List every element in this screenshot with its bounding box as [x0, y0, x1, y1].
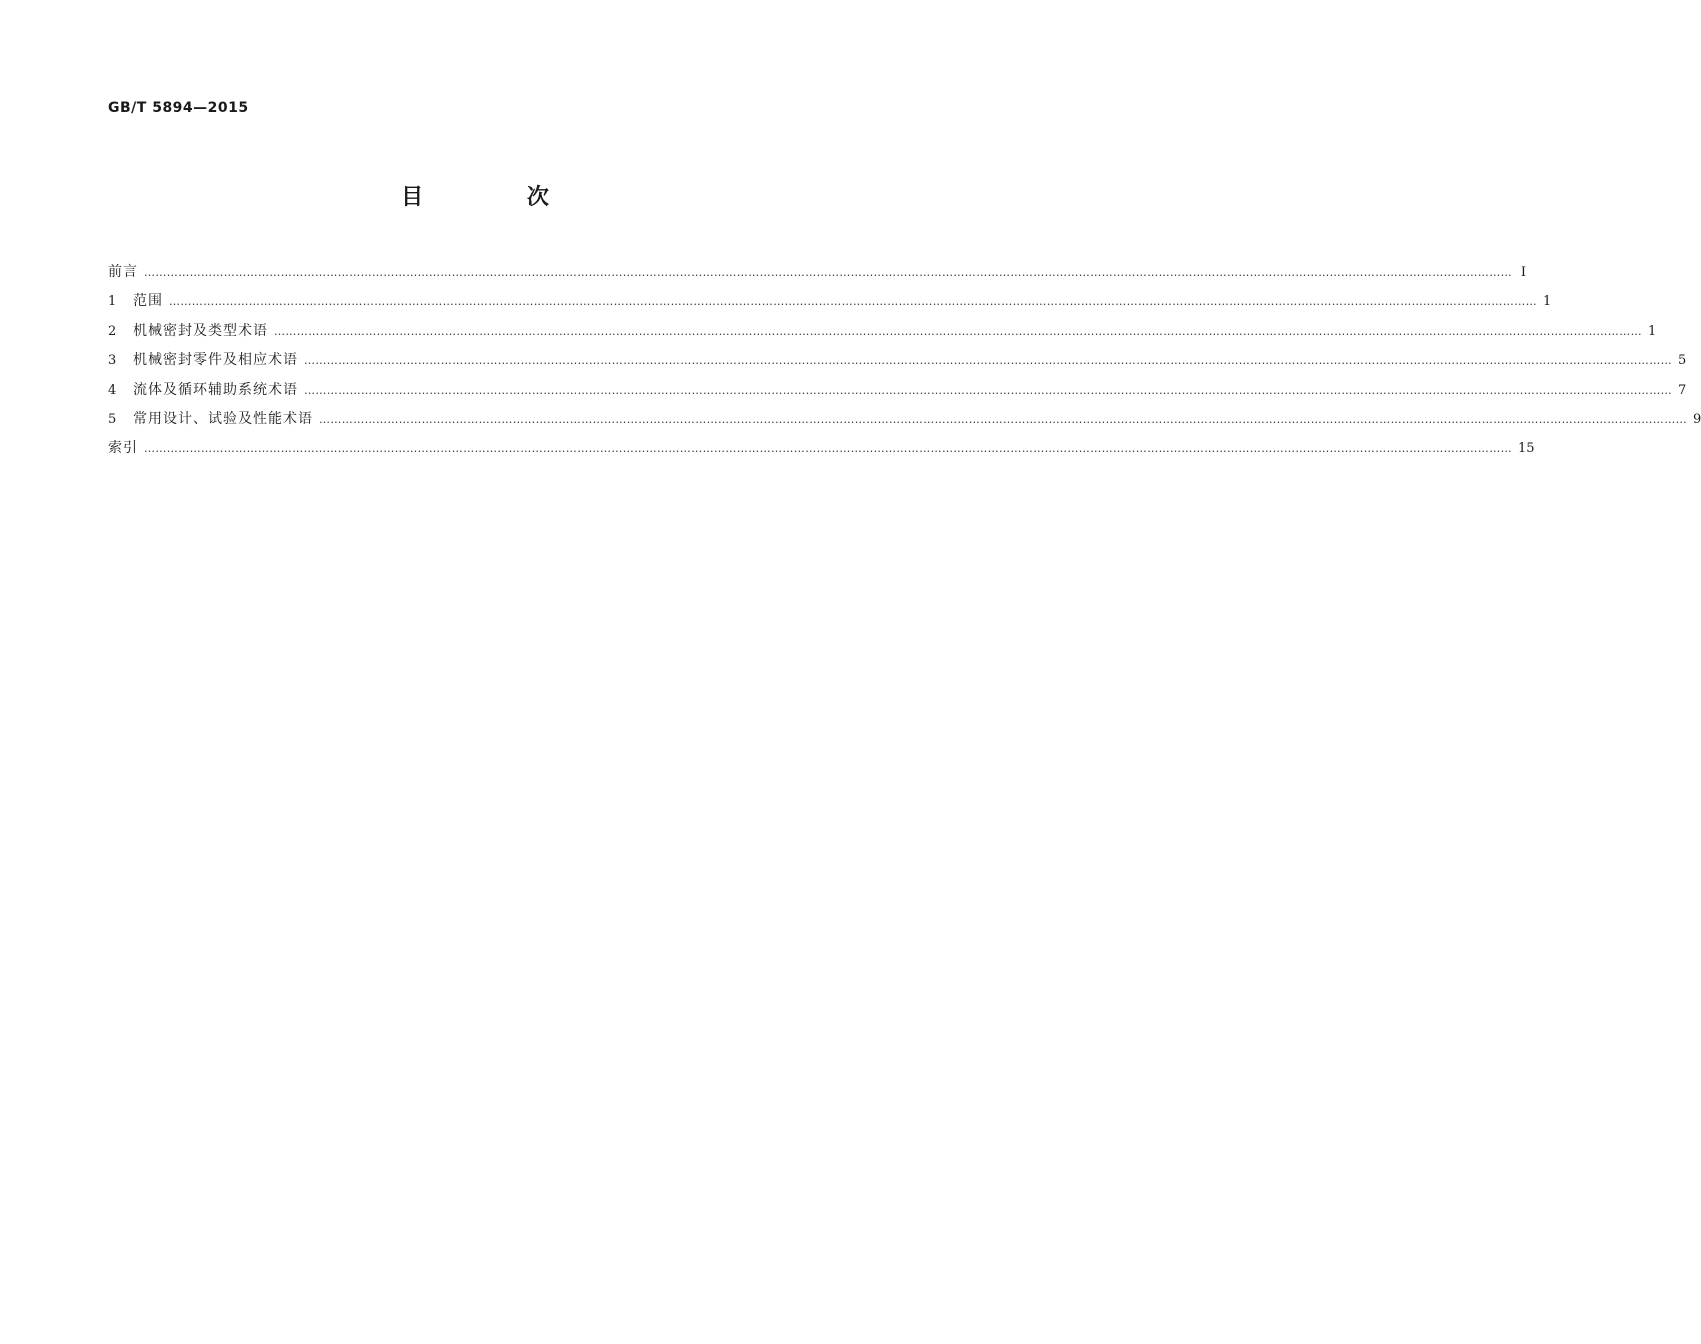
toc-entry-page: Ⅰ — [1520, 265, 1526, 280]
toc-entry-page: 1 — [1648, 323, 1657, 339]
toc-dot-leader: ……………………………………………………………………………………………………………………………………………………………………………………………………………………………………………………………………………………………………………………………… — [144, 266, 1512, 279]
toc-entry-page: 9 — [1693, 411, 1701, 427]
toc-entry-scope[interactable] — [108, 287, 1552, 316]
toc-dot-leader: ……………………………………………………………………………………………………………………………………………………………………………………………………………………………………………………………………………………………………………………………… — [319, 412, 1687, 426]
toc-entry-number: 1 — [108, 294, 117, 310]
toc-entry-label: 索引 — [108, 440, 138, 457]
toc-entry-page: 1 — [1543, 294, 1552, 310]
page-title: 目 次 — [401, 185, 597, 210]
toc-dot-leader: ……………………………………………………………………………………………………………………………………………………………………………………………………………………………………………………………………………………………………………………………… — [144, 442, 1512, 456]
toc-entry-label: 机械密封及类型术语 — [133, 322, 268, 339]
toc-entry-index[interactable] — [108, 434, 1535, 463]
toc-entry-label: 常用设计、试验及性能术语 — [133, 410, 313, 427]
toc-entry-seal-parts[interactable] — [108, 346, 1687, 375]
toc-entry-page: 5 — [1678, 353, 1687, 369]
document-code: GB/T 5894—2015 — [108, 100, 249, 116]
toc-entry-label: 流体及循环辅助系统术语 — [133, 381, 298, 398]
toc-entry-seal-types[interactable] — [108, 317, 1657, 346]
toc-entry-label: 机械密封零件及相应术语 — [133, 352, 298, 369]
toc-entry-label: 范围 — [133, 293, 163, 310]
toc-dot-leader: ……………………………………………………………………………………………………………………………………………………………………………………………………………………………………………………………………………………………………………………………… — [304, 354, 1672, 368]
toc-dot-leader: ……………………………………………………………………………………………………………………………………………………………………………………………………………………………………………………………………………………………………………………………… — [274, 324, 1642, 338]
toc-entry-design-terms[interactable] — [108, 405, 1701, 434]
toc-dot-leader: ……………………………………………………………………………………………………………………………………………………………………………………………………………………………………………………………………………………………………………………………… — [169, 295, 1537, 309]
toc-entry-page: 7 — [1678, 382, 1687, 398]
toc-entry-fluid-systems[interactable] — [108, 376, 1687, 405]
toc-entry-number: 5 — [108, 411, 117, 427]
toc-entry-number: 3 — [108, 353, 117, 369]
table-of-contents — [108, 258, 1701, 464]
toc-entry-label: 前言 — [108, 264, 138, 280]
toc-entry-foreword[interactable] — [108, 258, 1526, 287]
toc-entry-page: 15 — [1518, 441, 1535, 457]
toc-entry-number: 4 — [108, 382, 117, 398]
toc-entry-number: 2 — [108, 323, 117, 339]
toc-dot-leader: ……………………………………………………………………………………………………………………………………………………………………………………………………………………………………………………………………………………………………………………………… — [304, 383, 1672, 397]
